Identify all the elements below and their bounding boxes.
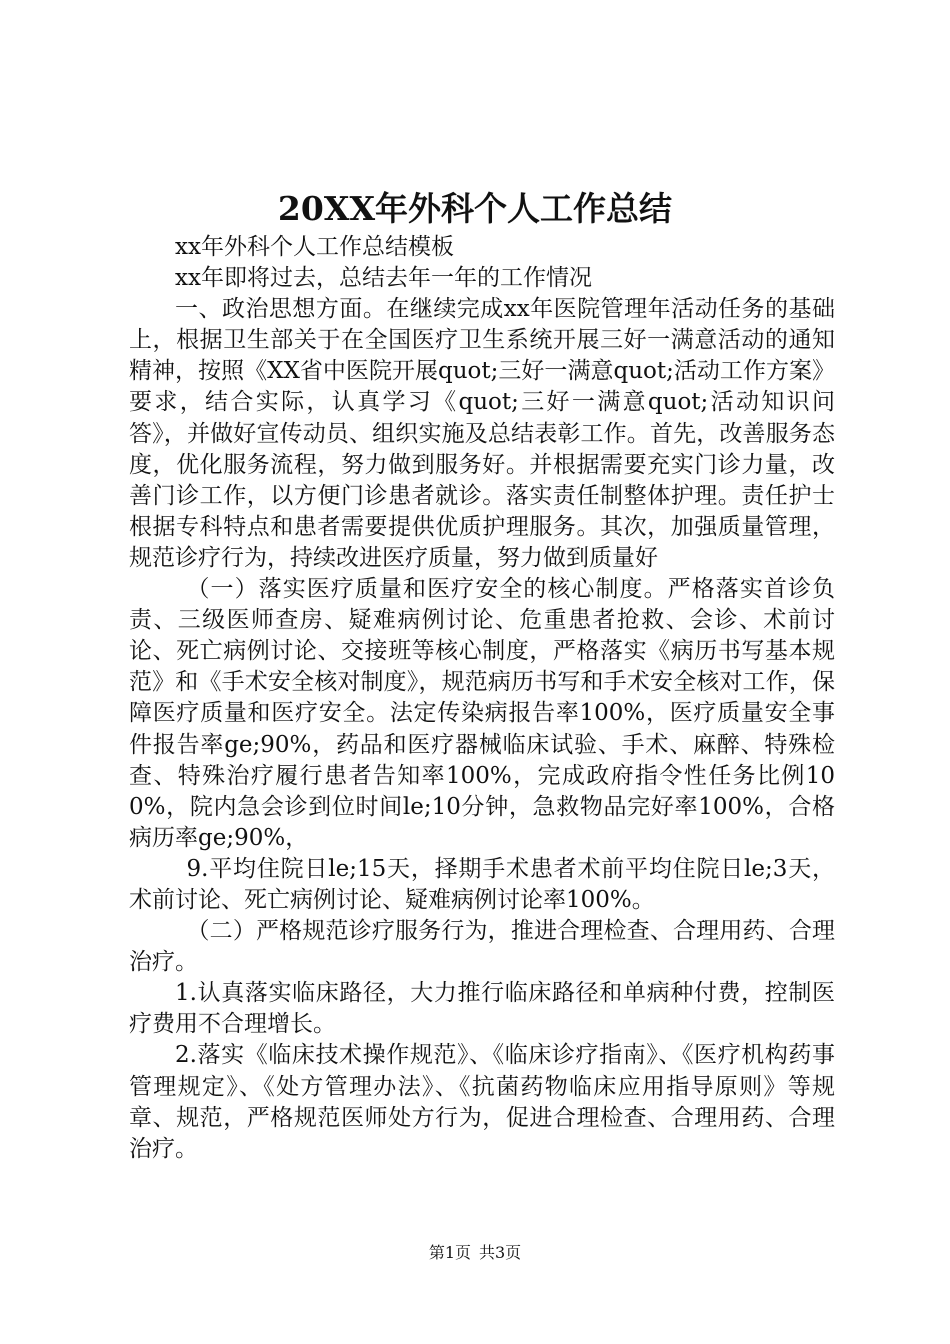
- paragraph-political: 一、政治思想方面。在继续完成xx年医院管理年活动任务的基础上，根据卫生部关于在全国医疗卫生系统开展三好一满意活动的通知精神，按照《XX省中医院开展quot;三好一满意quot;活动工作方案》要求，结合实际，认真学习《quot;三好一满意quot;活动知识问答》，并做好宣传动员、组织实施及总结表彰工作。首先，改善服务态度，优化服务流程，努力做到服务好。并根据需要充实门诊力量，改善门诊工作，以方便门诊患者就诊。落实责任制整体护理。责任护士根据专科特点和患者需要提供优质护理服务。其次，加强质量管理，规范诊疗行为，持续改进医疗质量，努力做到质量好: [129, 296, 835, 571]
- paragraph-section-two: （二）严格规范诊疗服务行为，推进合理检查、合理用药、合理治疗。: [129, 918, 835, 976]
- paragraph-intro: xx年即将过去，总结去年一年的工作情况: [175, 265, 592, 292]
- paragraph-item-9: 9.平均住院日le;15天，择期手术患者术前平均住院日le;3天，术前讨论、死亡病例讨论、疑难病例讨论率100%。: [129, 855, 835, 913]
- paragraph-template-heading: xx年外科个人工作总结模板: [175, 234, 454, 260]
- page-footer: [0, 1241, 950, 1265]
- paragraph-section-one: （一）落实医疗质量和医疗安全的核心制度。严格落实首诊负责、三级医师查房、疑难病例讨论、危重患者抢救、会诊、术前讨论、死亡病例讨论、交接班等核心制度，严格落实《病历书写基本规范》和《手术安全核对制度》，规范病历书写和手术安全核对工作，保障医疗质量和医疗安全。法定传染病报告率100%，医疗质量安全事件报告率ge;90%，药品和医疗器械临床试验、手术、麻醉、特殊检查、特殊治疗履行患者告知率100%，完成政府指令性任务比例100%，院内急会诊到位时间le;10分钟，急救物品完好率100%，合格病历率ge;90%，: [129, 576, 835, 851]
- document-title: 20XX年外科个人工作总结: [277, 189, 673, 228]
- page-total: 共3页: [479, 1243, 522, 1262]
- page-number: 第1页: [428, 1243, 471, 1262]
- document-body: [129, 232, 835, 1165]
- paragraph-item-1: 1.认真落实临床路径，大力推行临床路径和单病种付费，控制医疗费用不合理增长。: [129, 980, 835, 1038]
- paragraph-item-2: 2.落实《临床技术操作规范》、《临床诊疗指南》、《医疗机构药事管理规定》、《处方管理办法》、《抗菌药物临床应用指导原则》等规章、规范，严格规范医师处方行为，促进合理检查、合理用药、合理治疗。: [129, 1042, 835, 1162]
